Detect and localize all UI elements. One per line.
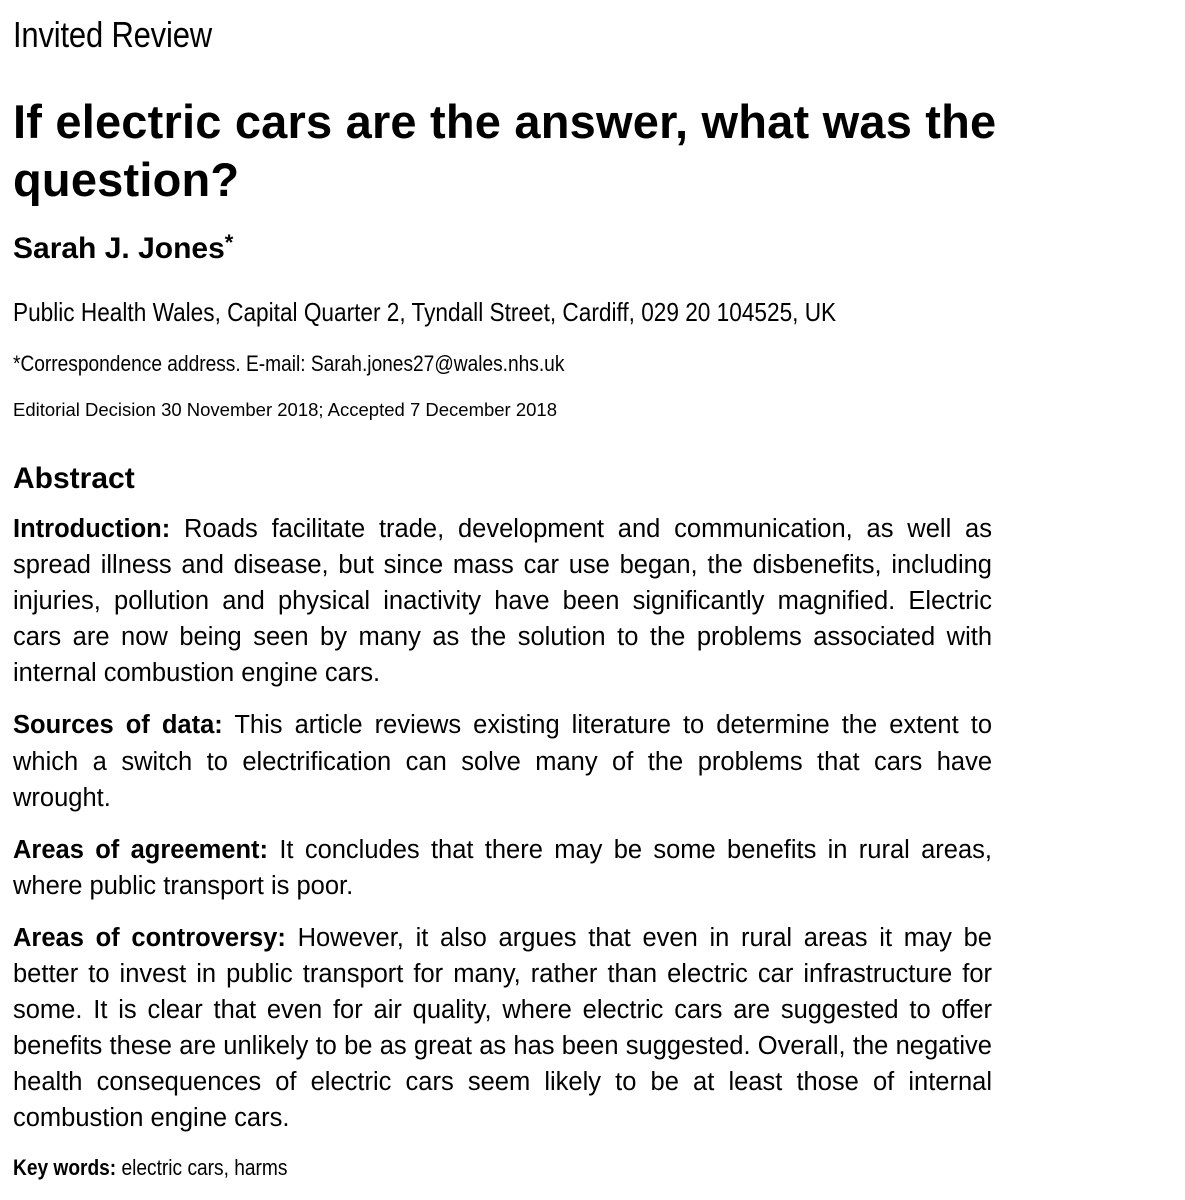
article-title: If electric cars are the answer, what was the question?: [13, 95, 997, 206]
abstract-section-text: It concludes that there may be some benefits in rural areas, where public transport is poor.: [13, 835, 992, 900]
keywords-text: electric cars, harms: [121, 1155, 288, 1180]
keywords-line: [13, 1155, 287, 1181]
editorial-dates: Editorial Decision 30 November 2018; Accepted 7 December 2018: [13, 399, 558, 420]
author-line: [13, 232, 233, 266]
article-type-label: Invited Review: [13, 14, 212, 55]
author-name: Sarah J. Jones: [13, 232, 225, 265]
abstract-section-text: Roads facilitate trade, development and communication, as well as spread illness and disease, but since mass car use began, the disbenefits, including injuries, pollution and physical inactivity have been significantly magnified. Electric cars are now being seen by many as the solution to the problems associated with internal combustion engine cars.: [13, 515, 992, 688]
abstract-areas-of-controversy: [13, 920, 992, 1137]
abstract-areas-of-agreement: [13, 832, 992, 904]
abstract-section-label: Areas of agreement:: [13, 835, 269, 864]
abstract-section-label: Areas of controversy:: [13, 923, 286, 952]
author-marker: *: [224, 230, 234, 255]
abstract-body: [13, 511, 992, 1153]
abstract-section-label: Introduction:: [13, 515, 171, 543]
abstract-section-text: This article reviews existing literature to determine the extent to which a switch to electrification can solve many of the problems that cars have wrought.: [13, 711, 993, 812]
author-affiliation: Public Health Wales, Capital Quarter 2, Tyndall Street, Cardiff, 029 20 104525, UK: [13, 297, 837, 327]
keywords-label: Key words:: [13, 1155, 117, 1180]
abstract-section-label: Sources of data:: [13, 711, 223, 740]
correspondence-address: *Correspondence address. E-mail: Sarah.jones27@wales.nhs.uk: [13, 351, 565, 376]
abstract-sources-of-data: [13, 707, 992, 815]
abstract-introduction: [13, 511, 992, 691]
abstract-section-text: However, it also argues that even in rural areas it may be better to invest in public transport for many, rather than electric car infrastructure for some. It is clear that even for air quality, where electric cars are suggested to offer benefits these are unlikely to be as great as has been suggested. Overall, the negative health consequences of electric cars seem likely to be at least those of internal combustion engine cars.: [13, 923, 992, 1133]
abstract-heading: Abstract: [13, 462, 135, 495]
